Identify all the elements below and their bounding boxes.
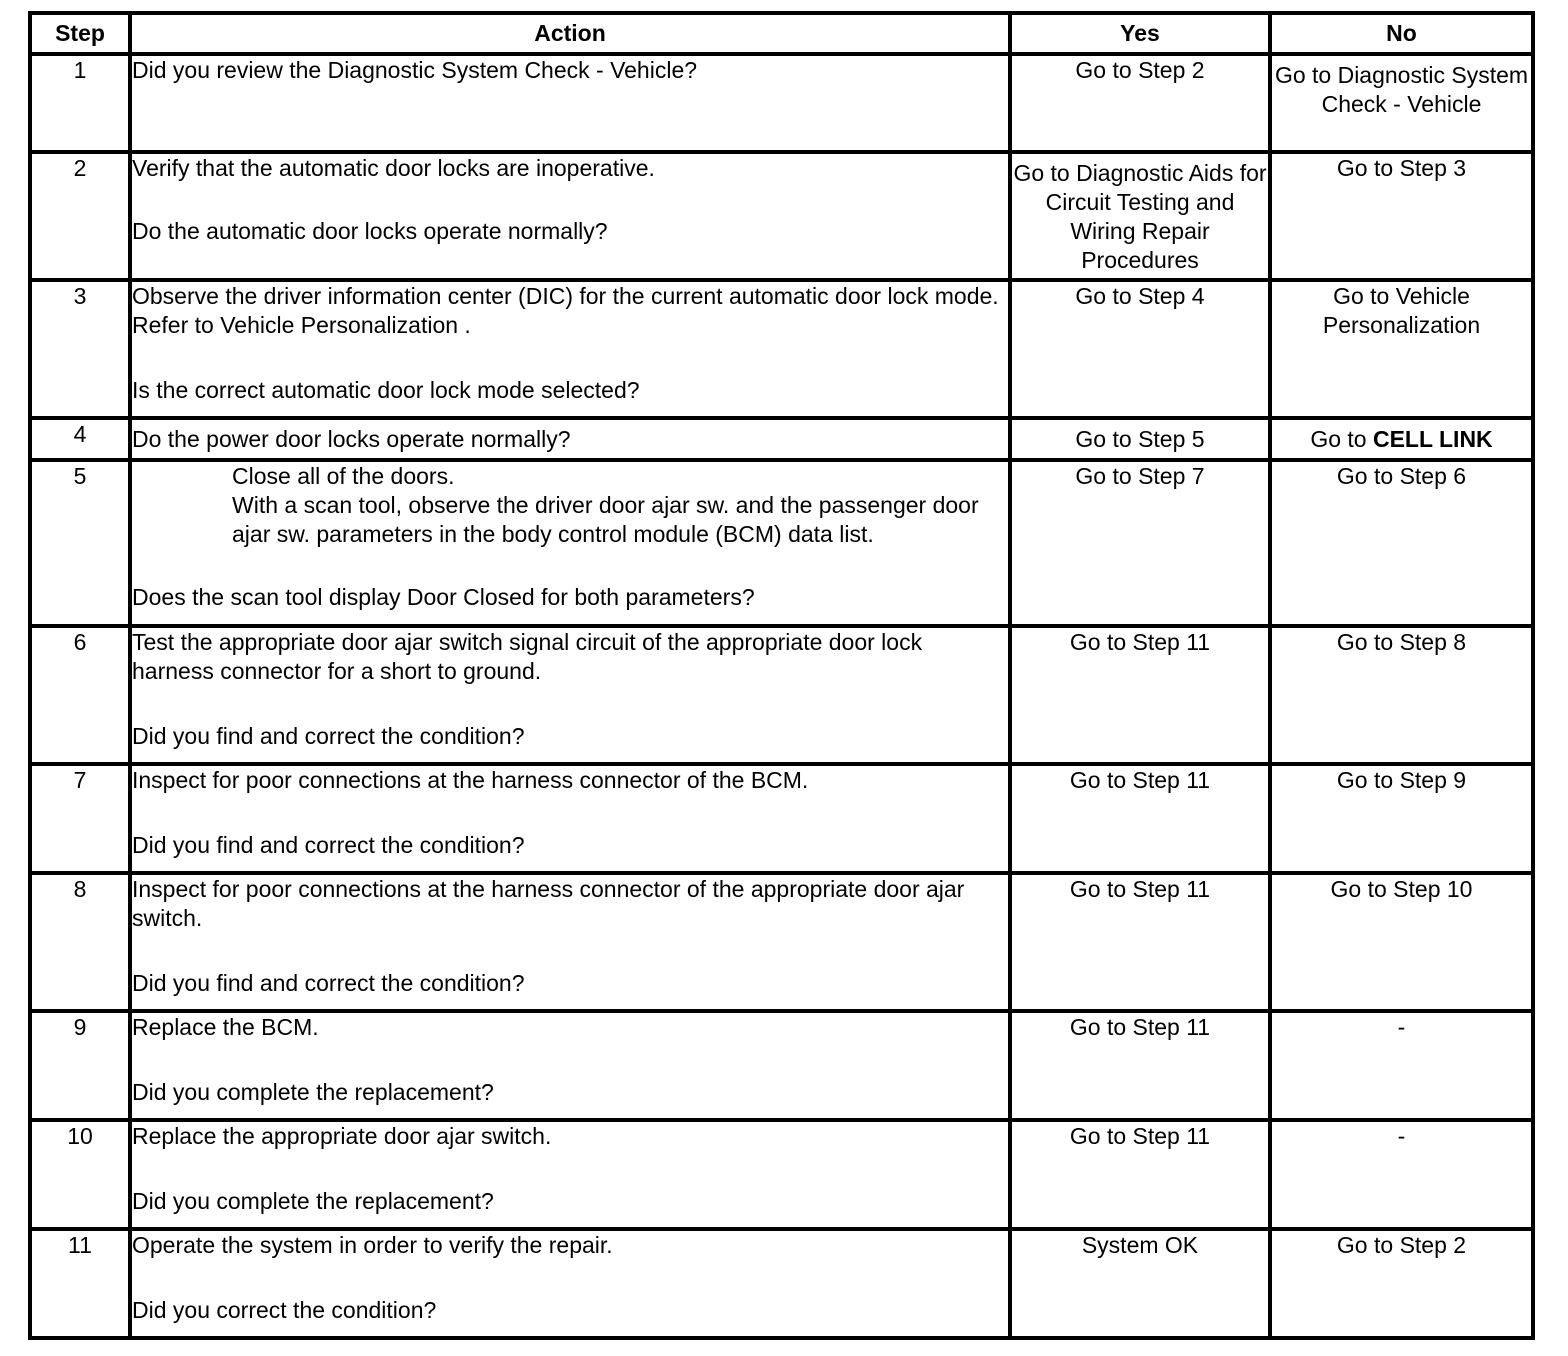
step-number: 9 (30, 1011, 130, 1120)
step-number: 10 (30, 1120, 130, 1229)
action-text: Replace the BCM. (132, 1014, 319, 1040)
action-question: Did you complete the replacement? (132, 1079, 494, 1105)
step-number: 3 (30, 280, 130, 418)
action-text: Replace the appropriate door ajar switch. (132, 1123, 552, 1149)
step-number: 5 (30, 460, 130, 626)
no-cell: Go to Step 3 (1270, 152, 1533, 280)
table-row-step-2 (30, 152, 1533, 280)
no-cell: Go to Diagnostic System Check - Vehicle (1270, 54, 1533, 152)
action-list (132, 462, 1008, 549)
yes-cell: Go to Step 2 (1010, 54, 1270, 152)
action-cell (130, 1011, 1010, 1120)
action-question: Did you find and correct the condition? (132, 723, 525, 749)
yes-cell: Go to Step 7 (1010, 460, 1270, 626)
table-row-step-9 (30, 1011, 1533, 1120)
yes-cell: Go to Step 11 (1010, 1011, 1270, 1120)
action-cell (130, 764, 1010, 873)
table-row-step-11 (30, 1229, 1533, 1338)
no-cell (1270, 418, 1533, 460)
step-number: 4 (30, 418, 130, 460)
step-number: 8 (30, 873, 130, 1011)
diagnostic-table (28, 11, 1535, 1340)
cell-link[interactable]: CELL LINK (1372, 425, 1493, 452)
no-cell: Go to Step 6 (1270, 460, 1533, 626)
yes-cell: System OK (1010, 1229, 1270, 1338)
header-yes: Yes (1010, 13, 1270, 54)
action-list-item: Close all of the doors. (232, 463, 455, 489)
table-row-step-3 (30, 280, 1533, 418)
action-question: Do the automatic door locks operate normally? (132, 218, 608, 244)
action-question: Did you find and correct the condition? (132, 832, 525, 858)
action-cell (130, 460, 1010, 626)
header-row (30, 13, 1533, 54)
table-row-step-10 (30, 1120, 1533, 1229)
table-row-step-8 (30, 873, 1533, 1011)
action-question: Did you correct the condition? (132, 1297, 437, 1323)
action-cell (130, 152, 1010, 280)
action-text: Test the appropriate door ajar switch signal circuit of the appropriate door lock harness connector for a short to ground. (132, 629, 923, 684)
table-row-step-4 (30, 418, 1533, 460)
action-text: Did you review the Diagnostic System Check - Vehicle? (132, 57, 698, 83)
action-question: Did you complete the replacement? (132, 1188, 494, 1214)
step-number: 2 (30, 152, 130, 280)
step-number: 11 (30, 1229, 130, 1338)
action-list-item: With a scan tool, observe the driver door ajar sw. and the passenger door ajar sw. parameters in the body control module (BCM) data list. (232, 492, 979, 547)
yes-cell: Go to Step 11 (1010, 1120, 1270, 1229)
table-row-step-5 (30, 460, 1533, 626)
yes-cell: Go to Step 11 (1010, 764, 1270, 873)
action-question: Does the scan tool display Door Closed for both parameters? (132, 584, 755, 610)
header-step: Step (30, 13, 130, 54)
yes-cell: Go to Step 11 (1010, 873, 1270, 1011)
no-cell: Go to Vehicle Personalization (1270, 280, 1533, 418)
action-cell (130, 873, 1010, 1011)
no-cell: Go to Step 10 (1270, 873, 1533, 1011)
action-cell (130, 1229, 1010, 1338)
action-cell (130, 418, 1010, 460)
action-question: Is the correct automatic door lock mode selected? (132, 377, 640, 403)
no-prefix: Go to (1310, 425, 1373, 452)
action-text: Verify that the automatic door locks are inoperative. (132, 155, 655, 181)
yes-cell: Go to Step 11 (1010, 626, 1270, 764)
no-cell: - (1270, 1120, 1533, 1229)
action-cell (130, 1120, 1010, 1229)
step-number: 1 (30, 54, 130, 152)
no-cell: Go to Step 2 (1270, 1229, 1533, 1338)
no-cell: Go to Step 9 (1270, 764, 1533, 873)
action-cell (130, 280, 1010, 418)
yes-cell: Go to Step 5 (1010, 418, 1270, 460)
action-text: Observe the driver information center (DIC) for the current automatic door lock mode. Refer to Vehicle Personalization . (132, 283, 999, 338)
action-text: Operate the system in order to verify the repair. (132, 1232, 613, 1258)
action-cell (130, 54, 1010, 152)
no-cell: - (1270, 1011, 1533, 1120)
table-row-step-7 (30, 764, 1533, 873)
step-number: 6 (30, 626, 130, 764)
action-text: Inspect for poor connections at the harness connector of the appropriate door ajar switch. (132, 876, 965, 931)
yes-cell: Go to Step 4 (1010, 280, 1270, 418)
table-row-step-1 (30, 54, 1533, 152)
action-text: Do the power door locks operate normally? (132, 425, 571, 452)
action-question: Did you find and correct the condition? (132, 970, 525, 996)
header-no: No (1270, 13, 1533, 54)
table-row-step-6 (30, 626, 1533, 764)
no-cell: Go to Step 8 (1270, 626, 1533, 764)
yes-cell: Go to Diagnostic Aids for Circuit Testing and Wiring Repair Procedures (1010, 152, 1270, 280)
action-text: Inspect for poor connections at the harness connector of the BCM. (132, 767, 809, 793)
header-action: Action (130, 13, 1010, 54)
action-cell (130, 626, 1010, 764)
step-number: 7 (30, 764, 130, 873)
